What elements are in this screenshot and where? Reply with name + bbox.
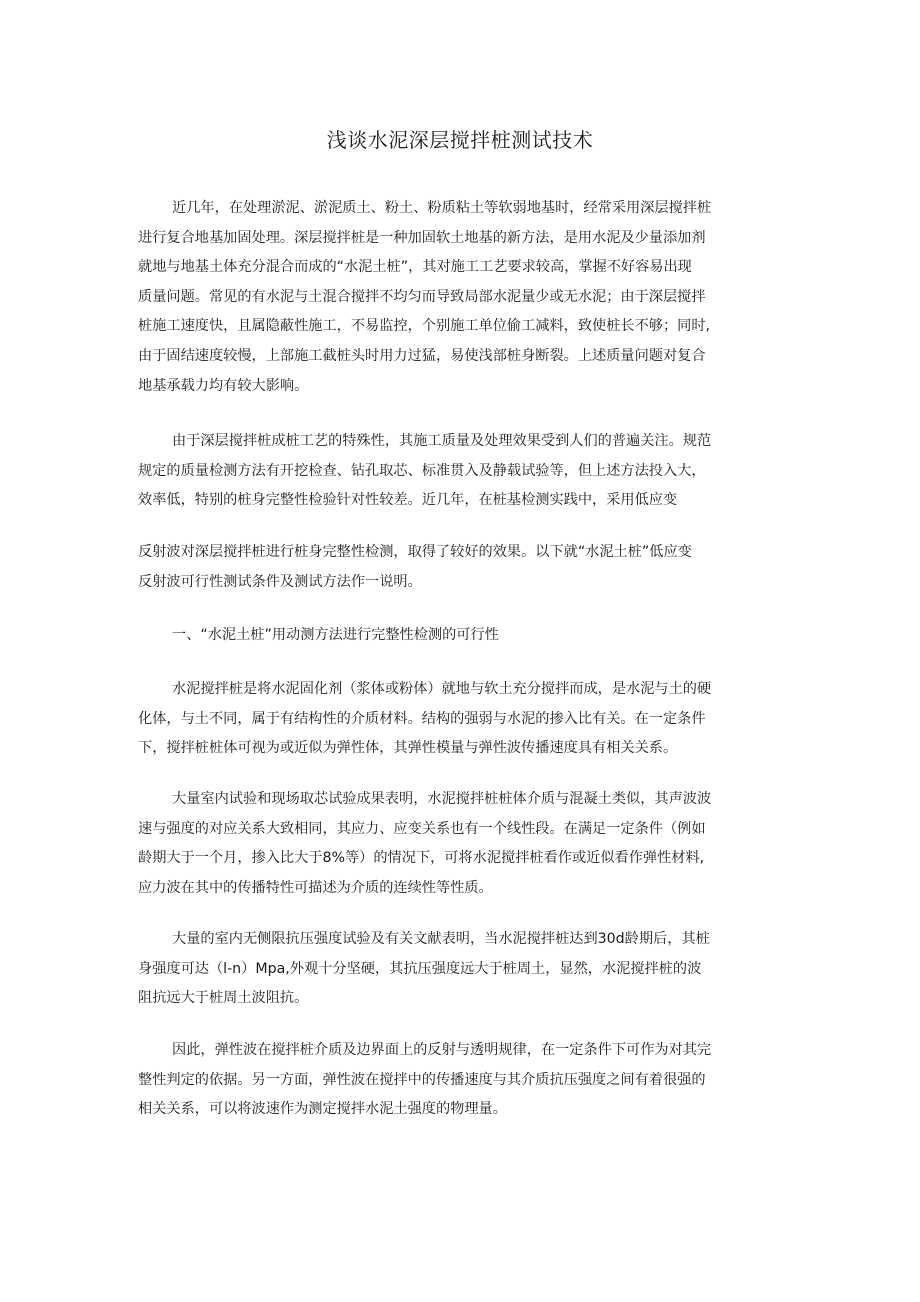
text-line: 进行复合地基加固处理。深层搅拌桩是一种加固软土地基的新方法，是用水泥及少量添加剂 (138, 229, 706, 246)
text-line: 因此，弹性波在搅拌桩介质及边界面上的反射与透明规律，在一定条件下可作为对其完 (172, 1042, 712, 1058)
text-line: 应力波在其中的传播特性可描述为介质的连续性等性质。 (138, 879, 493, 896)
text-line: 就地与地基土体充分混合而成的“水泥土桩”，其对施工工艺要求较高，掌握不好容易出现 (138, 259, 692, 276)
text-line: 效率低，特别的桩身完整性检验针对性较差。近几年，在桩基检测实践中，采用低应变 (138, 492, 678, 509)
paragraph-cement-pile (138, 675, 770, 764)
text-line: 大量的室内无侧限抗压强度试验及有关文献表明，当水泥搅拌桩达到30d龄期后，其桩 (172, 931, 710, 947)
text-line: 龄期大于一个月，掺入比大于8%等）的情况下，可将水泥搅拌桩看作或近似看作弹性材料, (138, 850, 705, 867)
section-heading (138, 621, 770, 651)
text-line: 整性判定的依据。另一方面，弹性波在搅拌中的传播速度与其介质抗压强度之间有着很强的 (138, 1071, 706, 1088)
text-line: 由于固结速度较慢，上部施工截桩头时用力过猛，易使浅部桩身断裂。上述质量问题对复合 (138, 347, 706, 364)
paragraph-conclusion (138, 1036, 770, 1125)
text-line: 速与强度的对应关系大致相同，其应力、应变关系也有一个线性段。在满足一定条件（例如 (138, 820, 706, 837)
text-line: 反射波对深层搅拌桩进行桩身完整性检测，取得了较好的效果。以下就“水泥土桩”低应变 (138, 544, 692, 560)
paragraph-intro (138, 194, 770, 401)
text-line: 相关关系，可以将波速作为测定搅拌水泥土强度的物理量。 (138, 1101, 507, 1118)
text-line: 大量室内试验和现场取芯试验成果表明，水泥搅拌桩桩体介质与混凝土类似，其声波波 (172, 791, 712, 807)
text-line: 水泥搅拌桩是将水泥固化剂（浆体或粉体）就地与软土充分搅拌而成，是水泥与土的硬 (172, 681, 712, 697)
document-title: 浅谈水泥深层搅拌桩测试技术 (326, 128, 594, 152)
heading-line: 一、“水泥土桩”用动测方法进行完整性检测的可行性 (172, 627, 499, 643)
text-line: 桩施工速度快，且属隐蔽性施工，不易监控，个别施工单位偷工减料，致使桩长不够；同时, (138, 318, 711, 335)
text-line: 由于深层搅拌桩成桩工艺的特殊性，其施工质量及处理效果受到人们的普遍关注。规范 (172, 433, 712, 449)
text-line: 近几年，在处理淤泥、淤泥质土、粉土、粉质粘土等软弱地基时，经常采用深层搅拌桩 (172, 200, 712, 216)
text-line: 质量问题。常见的有水泥与土混合搅拌不均匀而导致局部水泥量少或无水泥；由于深层搅拌 (138, 288, 706, 305)
paragraph-continuation (138, 538, 770, 597)
paragraph-quality-concern (138, 427, 770, 516)
text-line: 地基承载力均有较大影响。 (138, 377, 309, 394)
text-line: 化体，与土不同，属于有结构性的介质材料。结构的强弱与水泥的掺入比有关。在一定条件 (138, 710, 706, 727)
text-line: 下，搅拌桩桩体可视为或近似为弹性体，其弹性模量与弹性波传播速度具有相关关系。 (138, 740, 678, 757)
text-line: 反射波可行性测试条件及测试方法作一说明。 (138, 573, 422, 590)
text-line: 规定的质量检测方法有开挖检查、钻孔取芯、标准贯入及静载试验等，但上述方法投入大， (138, 462, 706, 479)
text-line: 身强度可达（l-n）Mpa,外观十分坚硬，其抗压强度远大于桩周土，显然，水泥搅拌桩的波 (138, 960, 702, 977)
text-line: 阻抗远大于桩周土波阻抗。 (138, 990, 309, 1007)
paragraph-strength (138, 925, 770, 1014)
paragraph-lab-tests (138, 785, 770, 903)
